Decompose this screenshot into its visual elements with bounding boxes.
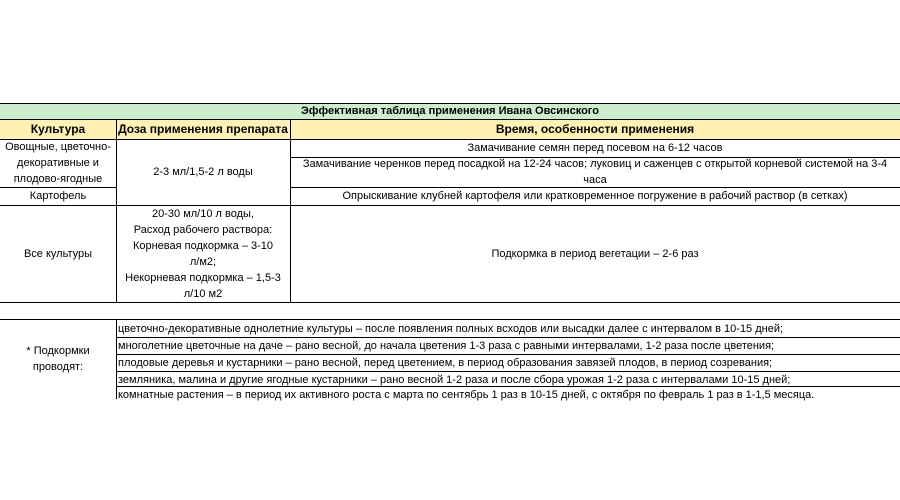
culture-vegetables-line: Овощные, цветочно-: [5, 141, 111, 153]
culture-vegetables: [0, 139, 116, 187]
time-seeds: Замачивание семян перед посевом на 6-12 часов: [467, 142, 723, 154]
grid-line: [0, 139, 900, 140]
culture-vegetables-line: декоративные и: [17, 157, 99, 169]
time-potato: Опрыскивание клубней картофеля или кратковременное погружение в рабочий раствор (в сетках): [342, 190, 848, 202]
culture-potato: Картофель: [29, 190, 87, 202]
grid-line: [116, 119, 117, 302]
dose-all-line: Корневая подкормка – 3-10: [132, 239, 274, 252]
dose-all-line: Расход рабочего раствора:: [133, 223, 273, 236]
dose-all: [116, 205, 290, 302]
grid-line: [0, 187, 116, 188]
grid-line: [116, 337, 900, 338]
notes-label-line: проводят:: [32, 361, 84, 373]
grid-line: [0, 319, 900, 320]
grid-line: [0, 205, 900, 206]
header-culture: Культура: [30, 122, 86, 136]
dose-all-line: л/10 м2: [183, 287, 223, 300]
note-item: многолетние цветочные на даче – рано весной, до начала цветения 1-3 раза с равными интервалами, 1-2 раза после цветения;: [118, 339, 775, 352]
grid-line: [0, 103, 900, 104]
grid-line: [0, 119, 900, 120]
notes-label: [0, 320, 116, 398]
note-item: цветочно-декоративные однолетние культуры – после появления полных всходов или высадки далее с интервалом в 10-15 дней;: [118, 322, 784, 335]
grid-line: [290, 187, 900, 188]
header-time: Время, особенности применения: [495, 122, 695, 136]
grid-line: [0, 302, 900, 303]
note-item: земляника, малина и другие ягодные кустарники – рано весной 1-2 раза и после сбора урожая 1-2 раза с интервалами 10-15 дней;: [118, 373, 791, 386]
note-item: комнатные растения – в период их активного роста с марта по сентябрь 1 раз в 10-15 дней, с октября по февраль 1 раз в 1-1,5 месяца.: [118, 388, 815, 401]
note-item: плодовые деревья и кустарники – рано весной, перед цветением, в период образования завязей плодов, в период созревания;: [118, 356, 773, 369]
dose-all-line: Некорневая подкормка – 1,5-3: [125, 271, 281, 284]
dose-vegetables: 2-3 мл/1,5-2 л воды: [153, 166, 253, 178]
grid-line: [116, 319, 117, 399]
dose-all-line: 20-30 мл/10 л воды,: [152, 207, 254, 220]
grid-line: [290, 157, 900, 158]
grid-line: [116, 371, 900, 372]
dose-all-line: л/м2;: [189, 255, 217, 268]
time-cuttings: Замачивание черенков перед посадкой на 12-24 часов; луковиц и саженцев с открытой корневой системой на 3-4 часа: [302, 158, 888, 186]
table-title: Эффективная таблица применения Ивана Овсинского: [301, 105, 599, 117]
culture-vegetables-line: плодово-ягодные: [13, 173, 103, 185]
grid-line: [116, 354, 900, 355]
header-dose: Доза применения препарата: [118, 122, 288, 136]
grid-line: [116, 386, 900, 387]
notes-label-line: * Подкормки: [26, 345, 90, 357]
culture-all: Все культуры: [23, 247, 93, 260]
grid-line: [290, 119, 291, 302]
time-all: Подкормка в период вегетации – 2-6 раз: [491, 247, 699, 260]
